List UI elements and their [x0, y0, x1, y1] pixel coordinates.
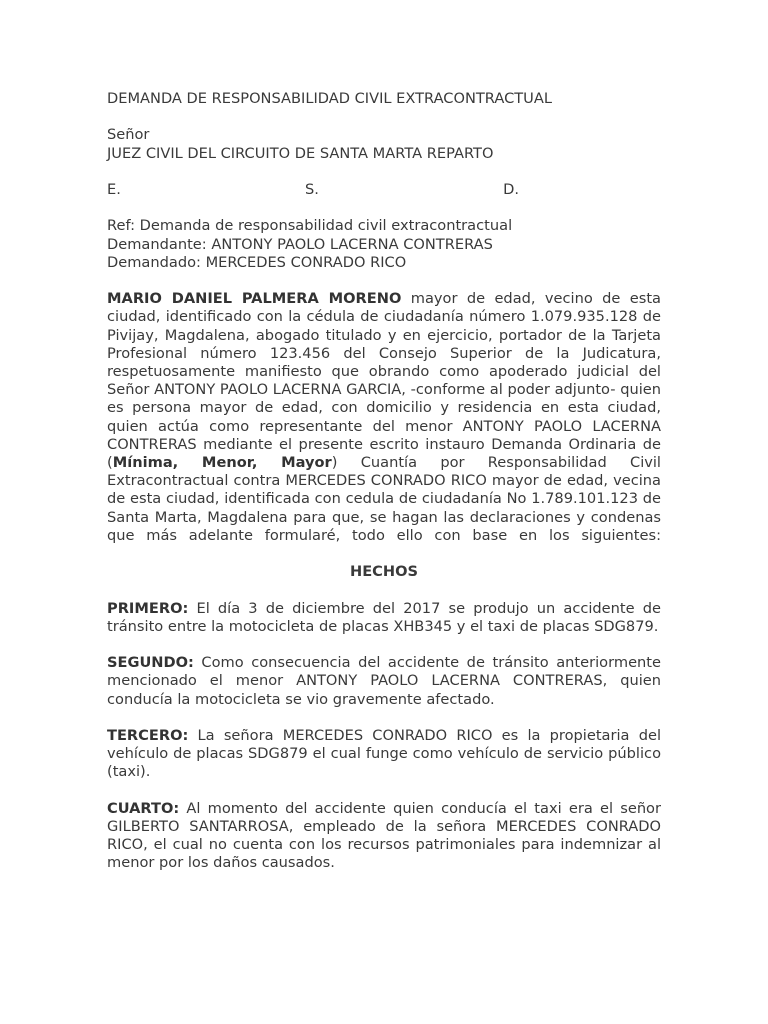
fact-text: Al momento del accidente quien conducía el taxi era el señor GILBERTO SANTARROSA, empleado de la señora MERCEDES CONRADO RICO, el cual no cuenta con los recursos patrimoniales para indemnizar al menor por los daños causados. [107, 799, 661, 872]
cuantia-options: Mínima, Menor, Mayor [112, 454, 332, 471]
fact-paragraph [107, 727, 661, 782]
spacer [107, 272, 661, 290]
fact-paragraph [107, 654, 661, 709]
fact-text: La señora MERCEDES CONRADO RICO es la propietaria del vehículo de placas SDG879 el cual funge como vehículo de servicio público (taxi). [107, 726, 661, 781]
spacer [107, 545, 661, 563]
esd-e: E. [107, 180, 121, 198]
ref-line: Ref: Demanda de responsabilidad civil extracontractual [107, 217, 513, 235]
spacer [107, 782, 661, 800]
fact-label: CUARTO: [107, 799, 180, 817]
intro-text-2: ) Cuantía por Responsabilidad Civil Extracontractual contra MERCEDES CONRADO RICO mayor de edad, vecina de esta ciudad, identificada con cedula de ciudadanía No 1.789.101.123 de Santa Marta, Magdalena para que, se hagan las declaraciones y condenas que más adelante formularé, todo ello con base en los siguientes: [107, 454, 661, 544]
lawyer-name: MARIO DANIEL PALMERA MORENO [107, 290, 402, 308]
hechos-heading: HECHOS [349, 563, 419, 581]
fact-paragraph [107, 600, 661, 636]
spacer [107, 163, 661, 181]
spacer [107, 199, 661, 217]
fact-text: Como consecuencia del accidente de tránsito anteriormente mencionado el menor ANTONY PAOLO LACERNA CONTRERAS, quien conducía la motocicleta se vio gravemente afectado. [107, 654, 661, 708]
esd-d: D. [503, 180, 519, 198]
spacer [107, 581, 661, 599]
court-name: JUEZ CIVIL DEL CIRCUITO DE SANTA MARTA REPARTO [107, 144, 494, 162]
defendant-line: Demandado: MERCEDES CONRADO RICO [107, 253, 407, 271]
intro-paragraph [107, 290, 661, 545]
fact-label: SEGUNDO: [107, 654, 194, 672]
plaintiff-line: Demandante: ANTONY PAOLO LACERNA CONTRERAS [107, 235, 493, 253]
spacer [107, 108, 661, 126]
fact-label: TERCERO: [107, 726, 189, 744]
esd-s: S. [305, 180, 319, 198]
spacer [107, 636, 661, 654]
document-title: DEMANDA DE RESPONSABILIDAD CIVIL EXTRACONTRACTUAL [107, 90, 552, 107]
intro-text-1: mayor de edad, vecino de esta ciudad, identificado con la cédula de ciudadanía número 1.079.935.128 de Pivijay, Magdalena, abogado titulado y en ejercicio, portador de la Tarjeta Profesional número 123.456 del Consejo Superior de la Judicatura, respetuosamente manifiesto que obrando como apoderado judicial del Señor ANTONY PAOLO LACERNA GARCIA, -conforme al poder adjunto- quien es persona mayor de edad, con domicilio y residencia en esta ciudad, quien actúa como representante del menor ANTONY PAOLO LACERNA CONTRERAS mediante el presente escrito instauro Demanda Ordinaria de ( [107, 290, 661, 471]
spacer [107, 709, 661, 727]
document-page [107, 90, 661, 873]
fact-paragraph [107, 800, 661, 873]
salutation: Señor [107, 126, 150, 144]
fact-label: PRIMERO: [107, 599, 189, 617]
esd-line [107, 181, 519, 199]
fact-text: El día 3 de diciembre del 2017 se produjo un accidente de tránsito entre la motocicleta de placas XHB345 y el taxi de placas SDG879. [107, 599, 661, 635]
